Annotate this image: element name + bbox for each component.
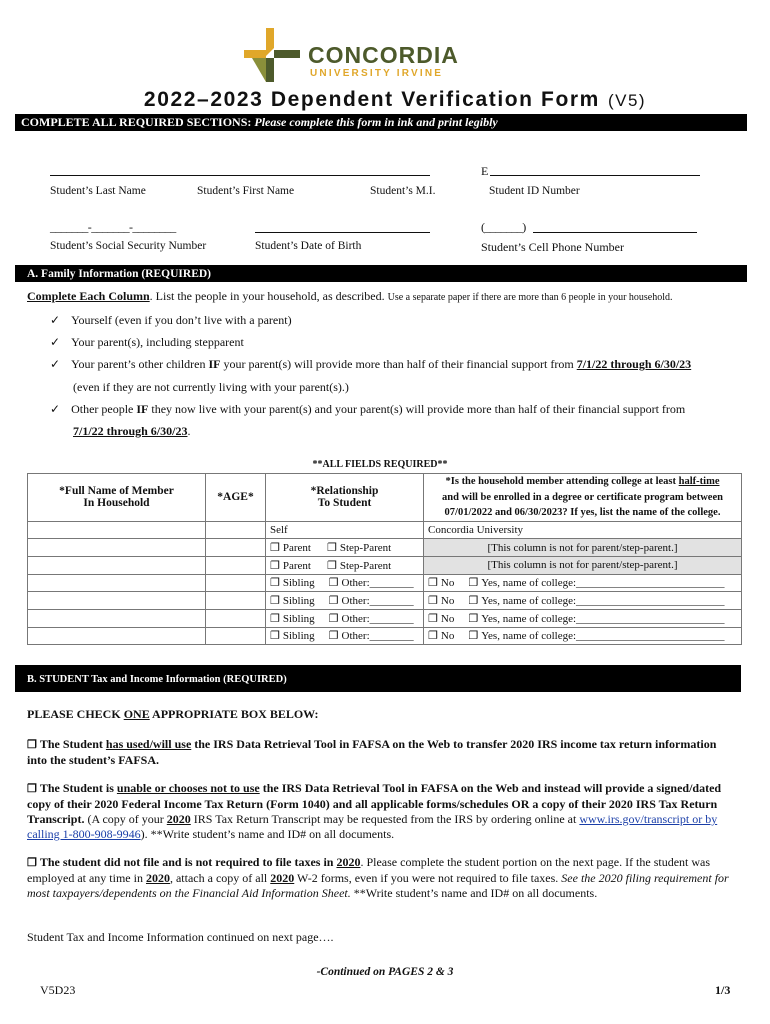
other-field[interactable]: Other:________ — [341, 612, 414, 625]
name-cell[interactable] — [28, 574, 206, 592]
first-name-label: Student’s First Name — [197, 185, 295, 197]
item3-line2: (even if they are not currently living with your parent(s).) — [73, 380, 349, 394]
rel-cell — [266, 609, 424, 627]
item4-dates: 7/1/22 through 6/30/23 — [73, 424, 188, 438]
continued-pages — [0, 966, 770, 978]
concordia-cell: Concordia University — [424, 521, 742, 539]
rel-cell — [266, 627, 424, 645]
opt2-a: The Student is — [39, 781, 117, 795]
check-one-a: PLEASE CHECK — [27, 707, 124, 721]
form-version: (V5) — [607, 91, 647, 110]
list-item — [50, 357, 691, 372]
section-a-bar: A. Family Information (REQUIRED) — [15, 265, 747, 282]
yes-college-field[interactable]: Yes, name of college:___________________________ — [481, 595, 725, 608]
page-number: 1/3 — [715, 983, 731, 997]
item4-text-a: Other people — [71, 402, 134, 416]
item4-if: IF — [136, 402, 149, 416]
age-cell[interactable] — [206, 627, 266, 645]
col-rel-line2: To Student — [317, 497, 372, 510]
sibling-label: Sibling — [282, 595, 315, 608]
ssn-field[interactable]: _______-_______-________ — [50, 220, 176, 234]
parent-checkbox[interactable]: ❐ — [270, 542, 280, 555]
item-parents: Your parent(s), including stepparent — [71, 335, 244, 349]
title-text: 2022–2023 Dependent Verification Form — [143, 88, 600, 111]
item3-text-a: Your parent’s other children — [71, 357, 206, 371]
opt3-year3: 2020 — [270, 871, 295, 885]
opt2-b: the IRS Data Retrieval Tool in FAFSA on the Web and instead will provide a signed/dated copy of their 2020 Federal Income Tax Return (Form 1040) and all applicable forms/schedules OR a copy of their 2020 IRS Tax Return Transcript. — [27, 781, 722, 826]
student-id-field[interactable] — [490, 175, 700, 176]
name-cell[interactable] — [28, 521, 206, 539]
family-table — [27, 473, 742, 645]
college-cell — [424, 574, 742, 592]
yes-checkbox[interactable]: ❐ — [468, 630, 479, 643]
name-cell[interactable] — [28, 539, 206, 557]
phone-area-code[interactable]: (_______) — [481, 220, 526, 234]
opt3-a: The student did not file and is not required to file taxes in — [39, 855, 337, 869]
check-one-b: APPROPRIATE BOX BELOW: — [149, 707, 319, 721]
other-field[interactable]: Other:________ — [341, 595, 414, 608]
section-b-bar: B. STUDENT Tax and Income Information (REQUIRED) — [15, 665, 741, 692]
opt1-a: The Student — [39, 737, 106, 751]
college-cell — [424, 627, 742, 645]
irs-transcript-link[interactable]: www.irs.gov/transcript or by calling 1-800-908-9946 — [27, 812, 718, 841]
sibling-label: Sibling — [282, 577, 315, 590]
col-college-line1 — [428, 474, 737, 490]
logo — [244, 28, 464, 84]
yes-college-field[interactable]: Yes, name of college:___________________________ — [481, 577, 725, 590]
col-college — [424, 474, 742, 522]
opt2-d: IRS Tax Return Transcript may be requested from the IRS by ordering online at — [190, 812, 580, 826]
item-yourself: Yourself (even if you don’t live with a parent) — [71, 313, 292, 327]
opt3-c: , attach a copy of all — [169, 871, 271, 885]
table-row — [28, 539, 742, 557]
all-fields-required: **ALL FIELDS REQUIRED** — [312, 459, 448, 470]
option-3-checkbox[interactable]: ❐ — [27, 857, 37, 869]
opt3-italic: See the 2020 filing requirement for most taxpayers/dependents on the Financial Aid Information Sheet. — [27, 871, 729, 900]
col-college-line3: 07/01/2022 and 06/30/2023? If yes, list the name of the college. — [444, 507, 721, 518]
yes-checkbox[interactable]: ❐ — [468, 595, 479, 608]
dob-label: Student’s Date of Birth — [255, 240, 362, 252]
col-college-1b: half-time — [678, 476, 720, 487]
sibling-checkbox[interactable]: ❐ — [270, 595, 280, 608]
no-label: No — [440, 595, 455, 608]
col-college-1a: *Is the household member attending college at least — [445, 476, 677, 487]
item3-if: IF — [208, 357, 221, 371]
sibling-label: Sibling — [282, 630, 315, 643]
form-code: V5D23 — [40, 983, 76, 997]
sibling-label: Sibling — [282, 612, 315, 625]
concordia-logo-icon — [244, 28, 302, 83]
check-one-u: ONE — [123, 707, 150, 721]
option-1 — [27, 737, 727, 768]
no-checkbox[interactable]: ❐ — [428, 630, 438, 643]
check-icon: ✓ — [50, 357, 61, 371]
col-age: *AGE* — [206, 474, 266, 522]
name-cell[interactable] — [28, 609, 206, 627]
check-icon: ✓ — [50, 402, 61, 416]
option-3 — [27, 855, 732, 901]
opt1-u: has used/will use — [105, 737, 192, 751]
self-cell: Self — [266, 521, 424, 539]
check-one-heading — [27, 707, 319, 722]
check-icon: ✓ — [50, 335, 61, 349]
parent-checkbox[interactable]: ❐ — [270, 559, 280, 572]
age-cell[interactable] — [206, 556, 266, 574]
sibling-checkbox[interactable]: ❐ — [270, 577, 280, 590]
phone-field[interactable] — [533, 232, 697, 233]
step-parent-checkbox[interactable]: ❐ — [326, 559, 337, 572]
age-cell[interactable] — [206, 592, 266, 610]
other-field[interactable]: Other:________ — [341, 630, 414, 643]
item3-dates: 7/1/22 through 6/30/23 — [576, 357, 692, 371]
logo-subtitle: UNIVERSITY IRVINE — [310, 68, 444, 79]
list-item — [50, 402, 685, 417]
other-checkbox[interactable]: ❐ — [328, 612, 339, 625]
check-icon: ✓ — [50, 313, 61, 327]
no-checkbox[interactable]: ❐ — [428, 577, 438, 590]
table-row — [28, 556, 742, 574]
sibling-checkbox[interactable]: ❐ — [270, 612, 280, 625]
yes-checkbox[interactable]: ❐ — [468, 577, 479, 590]
list-item — [50, 313, 292, 328]
other-field[interactable]: Other:________ — [341, 577, 414, 590]
parent-label: Parent — [282, 542, 311, 555]
col-name-line1: *Full Name of Member — [59, 485, 174, 498]
col-college-line2: and will be enrolled in a degree or certificate program between — [442, 491, 723, 503]
opt3-year: 2020 — [336, 855, 361, 869]
item4-dates-line — [73, 424, 190, 439]
intro-small: Use a separate paper if there are more than 6 people in your household. — [387, 292, 673, 303]
parent-label: Parent — [282, 559, 311, 572]
rel-cell — [266, 556, 424, 574]
table-row — [28, 574, 742, 592]
opt3-b: . Please complete the student portion on the next page. If the student was employed at any time in — [27, 855, 711, 885]
continued-next-page: Student Tax and Income Information continued on next page…. — [27, 930, 334, 944]
name-cell[interactable] — [28, 592, 206, 610]
last-name-label: Student’s Last Name — [50, 185, 146, 197]
age-cell[interactable] — [206, 609, 266, 627]
rel-cell — [266, 539, 424, 557]
section-a-intro — [27, 289, 673, 304]
step-parent-label: Step-Parent — [339, 542, 392, 555]
item4-text-b: they now live with your parent(s) and your parent(s) will provide more than half of their financial support from — [151, 402, 686, 416]
option-1-checkbox[interactable]: ❐ — [27, 739, 37, 751]
step-parent-checkbox[interactable]: ❐ — [326, 542, 337, 555]
col-name-line2: In Household — [83, 497, 150, 510]
student-id-label: Student ID Number — [489, 185, 580, 197]
opt2-year: 2020 — [166, 812, 191, 826]
not-for-parent-cell: [This column is not for parent/step-parent.] — [424, 539, 742, 557]
opt2-c: (A copy of your — [84, 812, 167, 826]
item4-end: . — [187, 424, 191, 438]
dob-field[interactable] — [255, 232, 430, 233]
ssn-label: Student’s Social Security Number — [50, 240, 207, 252]
option-2-checkbox[interactable]: ❐ — [27, 783, 37, 795]
opt3-year2: 2020 — [145, 871, 170, 885]
no-label: No — [440, 630, 455, 643]
step-parent-label: Step-Parent — [339, 559, 392, 572]
age-cell[interactable] — [206, 574, 266, 592]
col-rel-line1: *Relationship — [310, 485, 379, 498]
opt3-d: W-2 forms, even if you were not required to file taxes. — [294, 871, 562, 885]
no-label: No — [440, 577, 455, 590]
continued-pages-text: -Continued on PAGES 2 & 3 — [316, 966, 454, 978]
option-2 — [27, 781, 732, 842]
table-row — [28, 627, 742, 645]
last-first-mi-field[interactable] — [50, 175, 430, 176]
name-cell[interactable] — [28, 556, 206, 574]
phone-label: Student’s Cell Phone Number — [481, 240, 624, 254]
other-checkbox[interactable]: ❐ — [328, 630, 339, 643]
table-row — [28, 592, 742, 610]
age-cell[interactable] — [206, 521, 266, 539]
other-checkbox[interactable]: ❐ — [328, 595, 339, 608]
student-id-prefix: E — [481, 164, 489, 178]
mi-label: Student’s M.I. — [370, 185, 436, 197]
yes-checkbox[interactable]: ❐ — [468, 612, 479, 625]
sibling-checkbox[interactable]: ❐ — [270, 630, 280, 643]
intro-text: . List the people in your household, as described. — [149, 289, 385, 303]
opt1-b: the IRS Data Retrieval Tool in FAFSA on the Web to transfer 2020 IRS income tax return information into the student’s FAFSA. — [27, 737, 717, 767]
opt2-u: unable or chooses not to use — [116, 781, 260, 795]
college-cell — [424, 592, 742, 610]
not-for-parent-cell: [This column is not for parent/step-parent.] — [424, 556, 742, 574]
yes-college-field[interactable]: Yes, name of college:___________________________ — [481, 630, 725, 643]
no-checkbox[interactable]: ❐ — [428, 612, 438, 625]
college-cell — [424, 609, 742, 627]
table-row — [28, 521, 742, 539]
rel-cell — [266, 574, 424, 592]
list-item — [50, 335, 244, 350]
item3-text-b: your parent(s) will provide more than half of their financial support from — [223, 357, 574, 371]
no-checkbox[interactable]: ❐ — [428, 595, 438, 608]
instructions-italic: Please complete this form in ink and print legibly — [254, 115, 498, 129]
instructions-bar — [15, 114, 747, 131]
opt2-e: ). **Write student’s name and ID# on all documents. — [140, 827, 395, 841]
logo-name: CONCORDIA — [308, 42, 459, 68]
opt3-e: **Write student’s name and ID# on all documents. — [350, 886, 598, 900]
page-title — [0, 88, 770, 112]
yes-college-field[interactable]: Yes, name of college:___________________________ — [481, 612, 725, 625]
no-label: No — [440, 612, 455, 625]
col-relationship — [266, 474, 424, 522]
rel-cell — [266, 592, 424, 610]
age-cell[interactable] — [206, 539, 266, 557]
instructions-bold: COMPLETE ALL REQUIRED SECTIONS: — [21, 115, 252, 129]
table-row — [28, 609, 742, 627]
name-cell[interactable] — [28, 627, 206, 645]
complete-each-column: Complete Each Column — [27, 289, 150, 303]
col-full-name — [28, 474, 206, 522]
other-checkbox[interactable]: ❐ — [328, 577, 339, 590]
